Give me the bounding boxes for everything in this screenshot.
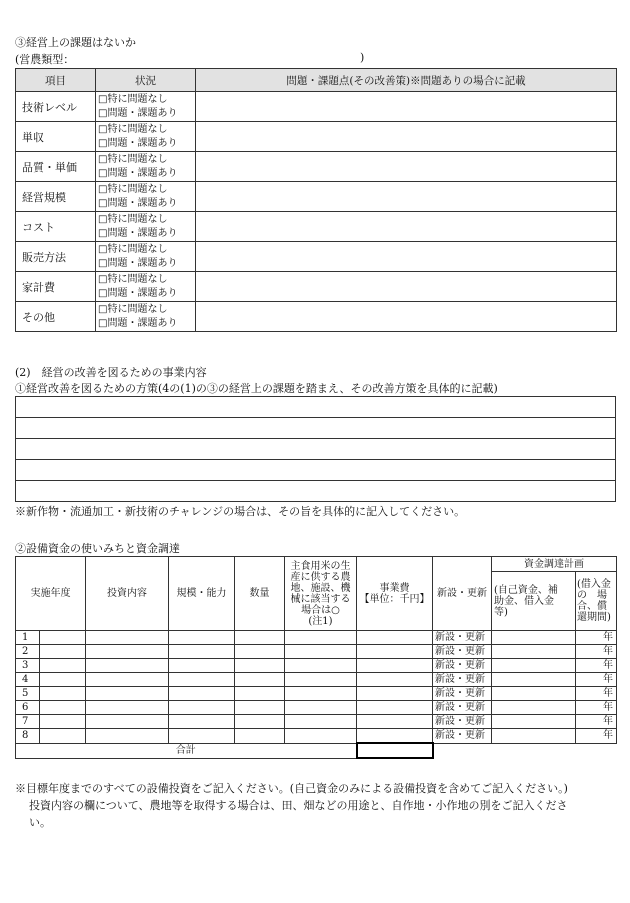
repayment-cell[interactable]: 年 xyxy=(576,715,617,729)
row-number: 7 xyxy=(16,715,40,729)
row-number: 3 xyxy=(16,659,40,673)
issue-detail-cell[interactable] xyxy=(196,212,617,242)
row-number: 6 xyxy=(16,701,40,715)
plan-lines-table xyxy=(15,396,616,502)
plan-line xyxy=(16,460,616,481)
cost-cell[interactable] xyxy=(357,715,433,729)
year-cell[interactable] xyxy=(40,701,86,715)
staple-rice-cell[interactable] xyxy=(285,701,357,715)
challenge-note: ※新作物・流通加工・新技術のチャレンジの場合は、その旨を具体的に記入してください。 xyxy=(15,505,466,518)
equipment-row xyxy=(16,631,617,645)
scale-cell[interactable] xyxy=(169,659,235,673)
staple-rice-cell[interactable] xyxy=(285,687,357,701)
fund-source-cell[interactable] xyxy=(492,687,576,701)
header-item: 項目 xyxy=(16,69,96,92)
total-blank xyxy=(433,743,617,758)
issue-detail-cell[interactable] xyxy=(196,152,617,182)
fund-source-cell[interactable] xyxy=(492,659,576,673)
repayment-cell[interactable]: 年 xyxy=(576,645,617,659)
kind-cell[interactable]: 新設・更新 xyxy=(433,729,492,744)
year-cell[interactable] xyxy=(40,729,86,744)
issues-title: ③経営上の課題はないか xyxy=(15,36,136,49)
farm-type-close: ) xyxy=(360,51,365,64)
total-label: 合計 xyxy=(16,743,357,758)
cost-cell[interactable] xyxy=(357,687,433,701)
header-repayment: (借入金 の 場 合、償 還期間) xyxy=(576,572,617,631)
header-content: 投資内容 xyxy=(86,557,169,631)
issue-status xyxy=(96,212,196,242)
header-qty: 数量 xyxy=(235,557,285,631)
total-cost-cell[interactable] xyxy=(357,743,433,758)
repayment-cell[interactable]: 年 xyxy=(576,687,617,701)
issue-row xyxy=(16,182,617,212)
staple-rice-cell[interactable] xyxy=(285,715,357,729)
qty-cell[interactable] xyxy=(235,687,285,701)
staple-rice-cell[interactable] xyxy=(285,659,357,673)
kind-cell[interactable]: 新設・更新 xyxy=(433,687,492,701)
option-no-problem[interactable]: □特に問題なし xyxy=(98,213,168,225)
cost-cell[interactable] xyxy=(357,729,433,744)
kind-cell[interactable]: 新設・更新 xyxy=(433,701,492,715)
plan-line xyxy=(16,481,616,502)
issue-row xyxy=(16,302,617,332)
staple-rice-cell[interactable] xyxy=(285,631,357,645)
issue-status xyxy=(96,272,196,302)
fund-source-cell[interactable] xyxy=(492,701,576,715)
equipment-row xyxy=(16,715,617,729)
issue-status xyxy=(96,182,196,212)
row-number: 5 xyxy=(16,687,40,701)
farm-type-label: (営農類型： xyxy=(15,53,75,66)
option-has-problem[interactable]: □問題・課題あり xyxy=(98,227,178,239)
issue-label: 販売方法 xyxy=(16,242,96,272)
kind-cell[interactable]: 新設・更新 xyxy=(433,673,492,687)
scale-cell[interactable] xyxy=(169,673,235,687)
header-kind: 新設・更新 xyxy=(433,557,492,631)
staple-rice-cell[interactable] xyxy=(285,729,357,744)
kind-cell[interactable]: 新設・更新 xyxy=(433,659,492,673)
issue-label: 単収 xyxy=(16,122,96,152)
issue-row xyxy=(16,212,617,242)
repayment-cell[interactable]: 年 xyxy=(576,631,617,645)
option-has-problem[interactable]: □問題・課題あり xyxy=(98,167,178,179)
issue-status xyxy=(96,92,196,122)
repayment-cell[interactable]: 年 xyxy=(576,729,617,744)
fund-source-cell[interactable] xyxy=(492,645,576,659)
option-no-problem[interactable]: □特に問題なし xyxy=(98,123,168,135)
qty-cell[interactable] xyxy=(235,715,285,729)
issue-row xyxy=(16,92,617,122)
option-no-problem[interactable]: □特に問題なし xyxy=(98,153,168,165)
issue-detail-cell[interactable] xyxy=(196,182,617,212)
fund-source-cell[interactable] xyxy=(492,631,576,645)
year-cell[interactable] xyxy=(40,715,86,729)
year-cell[interactable] xyxy=(40,687,86,701)
staple-rice-cell[interactable] xyxy=(285,645,357,659)
plan-line xyxy=(16,397,616,418)
staple-rice-cell[interactable] xyxy=(285,673,357,687)
option-has-problem[interactable]: □問題・課題あり xyxy=(98,257,178,269)
content-cell[interactable] xyxy=(86,701,169,715)
content-cell[interactable] xyxy=(86,673,169,687)
fund-source-cell[interactable] xyxy=(492,715,576,729)
issue-row xyxy=(16,242,617,272)
qty-cell[interactable] xyxy=(235,701,285,715)
kind-cell[interactable]: 新設・更新 xyxy=(433,645,492,659)
issue-detail-cell[interactable] xyxy=(196,242,617,272)
year-cell[interactable] xyxy=(40,673,86,687)
cost-cell[interactable] xyxy=(357,659,433,673)
scale-cell[interactable] xyxy=(169,715,235,729)
issue-label: 家計費 xyxy=(16,272,96,302)
row-number: 2 xyxy=(16,645,40,659)
header-status: 状況 xyxy=(96,69,196,92)
footer-note-2: 投資内容の欄について、農地等を取得する場合は、田、畑などの用途と、自作地・小作地の別をご記入くださ xyxy=(29,799,568,812)
content-cell[interactable] xyxy=(86,631,169,645)
issue-detail-cell[interactable] xyxy=(196,92,617,122)
fund-source-cell[interactable] xyxy=(492,673,576,687)
equipment-row xyxy=(16,645,617,659)
option-has-problem[interactable]: □問題・課題あり xyxy=(98,107,178,119)
issue-label: 技術レベル xyxy=(16,92,96,122)
cost-cell[interactable] xyxy=(357,673,433,687)
option-no-problem[interactable]: □特に問題なし xyxy=(98,93,168,105)
issues-table xyxy=(15,68,617,332)
equipment-row xyxy=(16,729,617,744)
issue-status xyxy=(96,152,196,182)
issue-label: その他 xyxy=(16,302,96,332)
year-cell[interactable] xyxy=(40,659,86,673)
scale-cell[interactable] xyxy=(169,687,235,701)
qty-cell[interactable] xyxy=(235,659,285,673)
plan-line xyxy=(16,418,616,439)
scale-cell[interactable] xyxy=(169,701,235,715)
issue-row xyxy=(16,272,617,302)
qty-cell[interactable] xyxy=(235,631,285,645)
issue-label: コスト xyxy=(16,212,96,242)
equipment-title: ②設備資金の使いみちと資金調達 xyxy=(15,542,180,555)
qty-cell[interactable] xyxy=(235,729,285,744)
header-scale: 規模・能力 xyxy=(169,557,235,631)
footer-note-3: い。 xyxy=(29,816,51,829)
content-cell[interactable] xyxy=(86,715,169,729)
repayment-cell[interactable]: 年 xyxy=(576,701,617,715)
issue-row xyxy=(16,122,617,152)
cost-cell[interactable] xyxy=(357,645,433,659)
plan-line-cell[interactable] xyxy=(16,397,616,418)
cost-cell[interactable] xyxy=(357,701,433,715)
equipment-row xyxy=(16,701,617,715)
issue-detail-cell[interactable] xyxy=(196,272,617,302)
header-fund-source: (自己資金、補 助金、借入金 等) xyxy=(492,572,576,631)
header-cost: 事業費 【単位：千円】 xyxy=(357,557,433,631)
option-has-problem[interactable]: □問題・課題あり xyxy=(98,197,178,209)
footer-note-1: ※目標年度までのすべての設備投資をご記入ください。(自己資金のみによる設備投資を含めてご記入ください。) xyxy=(15,782,568,795)
issue-status xyxy=(96,122,196,152)
scale-cell[interactable] xyxy=(169,631,235,645)
issue-detail-cell[interactable] xyxy=(196,122,617,152)
equipment-row xyxy=(16,687,617,701)
plan-line xyxy=(16,439,616,460)
year-cell[interactable] xyxy=(40,631,86,645)
content-cell[interactable] xyxy=(86,687,169,701)
issue-row xyxy=(16,152,617,182)
row-number: 1 xyxy=(16,631,40,645)
content-cell[interactable] xyxy=(86,659,169,673)
total-row xyxy=(16,743,617,758)
plan-line-cell[interactable] xyxy=(16,439,616,460)
option-no-problem[interactable]: □特に問題なし xyxy=(98,183,168,195)
option-has-problem[interactable]: □問題・課題あり xyxy=(98,317,178,329)
option-no-problem[interactable]: □特に問題なし xyxy=(98,243,168,255)
repayment-cell[interactable]: 年 xyxy=(576,673,617,687)
issue-label: 品質・単価 xyxy=(16,152,96,182)
option-no-problem[interactable]: □特に問題なし xyxy=(98,273,168,285)
issue-label: 経営規模 xyxy=(16,182,96,212)
qty-cell[interactable] xyxy=(235,673,285,687)
plan-title: ①経営改善を図るための方策(4の(1)の③の経営上の課題を踏まえ、その改善方策を具体的に記載) xyxy=(15,382,498,395)
content-cell[interactable] xyxy=(86,729,169,744)
improvement-heading: (2) 経営の改善を図るための事業内容 xyxy=(15,366,207,379)
qty-cell[interactable] xyxy=(235,645,285,659)
header-staple-rice: 主食用米の生 産に供する農 地、施設、機 械に該当する 場合は○ (注1) xyxy=(285,557,357,631)
kind-cell[interactable]: 新設・更新 xyxy=(433,715,492,729)
option-has-problem[interactable]: □問題・課題あり xyxy=(98,137,178,149)
header-year: 実施年度 xyxy=(16,557,86,631)
cost-cell[interactable] xyxy=(357,631,433,645)
equipment-row xyxy=(16,659,617,673)
row-number: 4 xyxy=(16,673,40,687)
fund-source-cell[interactable] xyxy=(492,729,576,744)
content-cell[interactable] xyxy=(86,645,169,659)
plan-line-cell[interactable] xyxy=(16,460,616,481)
option-no-problem[interactable]: □特に問題なし xyxy=(98,303,168,315)
issue-status xyxy=(96,242,196,272)
scale-cell[interactable] xyxy=(169,729,235,744)
equipment-row xyxy=(16,673,617,687)
year-cell[interactable] xyxy=(40,645,86,659)
equipment-table xyxy=(15,556,617,759)
row-number: 8 xyxy=(16,729,40,744)
scale-cell[interactable] xyxy=(169,645,235,659)
kind-cell[interactable]: 新設・更新 xyxy=(433,631,492,645)
option-has-problem[interactable]: □問題・課題あり xyxy=(98,287,178,299)
issue-status xyxy=(96,302,196,332)
header-problem: 問題・課題点(その改善策)※問題ありの場合に記載 xyxy=(196,69,617,92)
plan-line-cell[interactable] xyxy=(16,418,616,439)
header-fund-plan: 資金調達計画 xyxy=(492,557,617,572)
plan-line-cell[interactable] xyxy=(16,481,616,502)
repayment-cell[interactable]: 年 xyxy=(576,659,617,673)
issue-detail-cell[interactable] xyxy=(196,302,617,332)
